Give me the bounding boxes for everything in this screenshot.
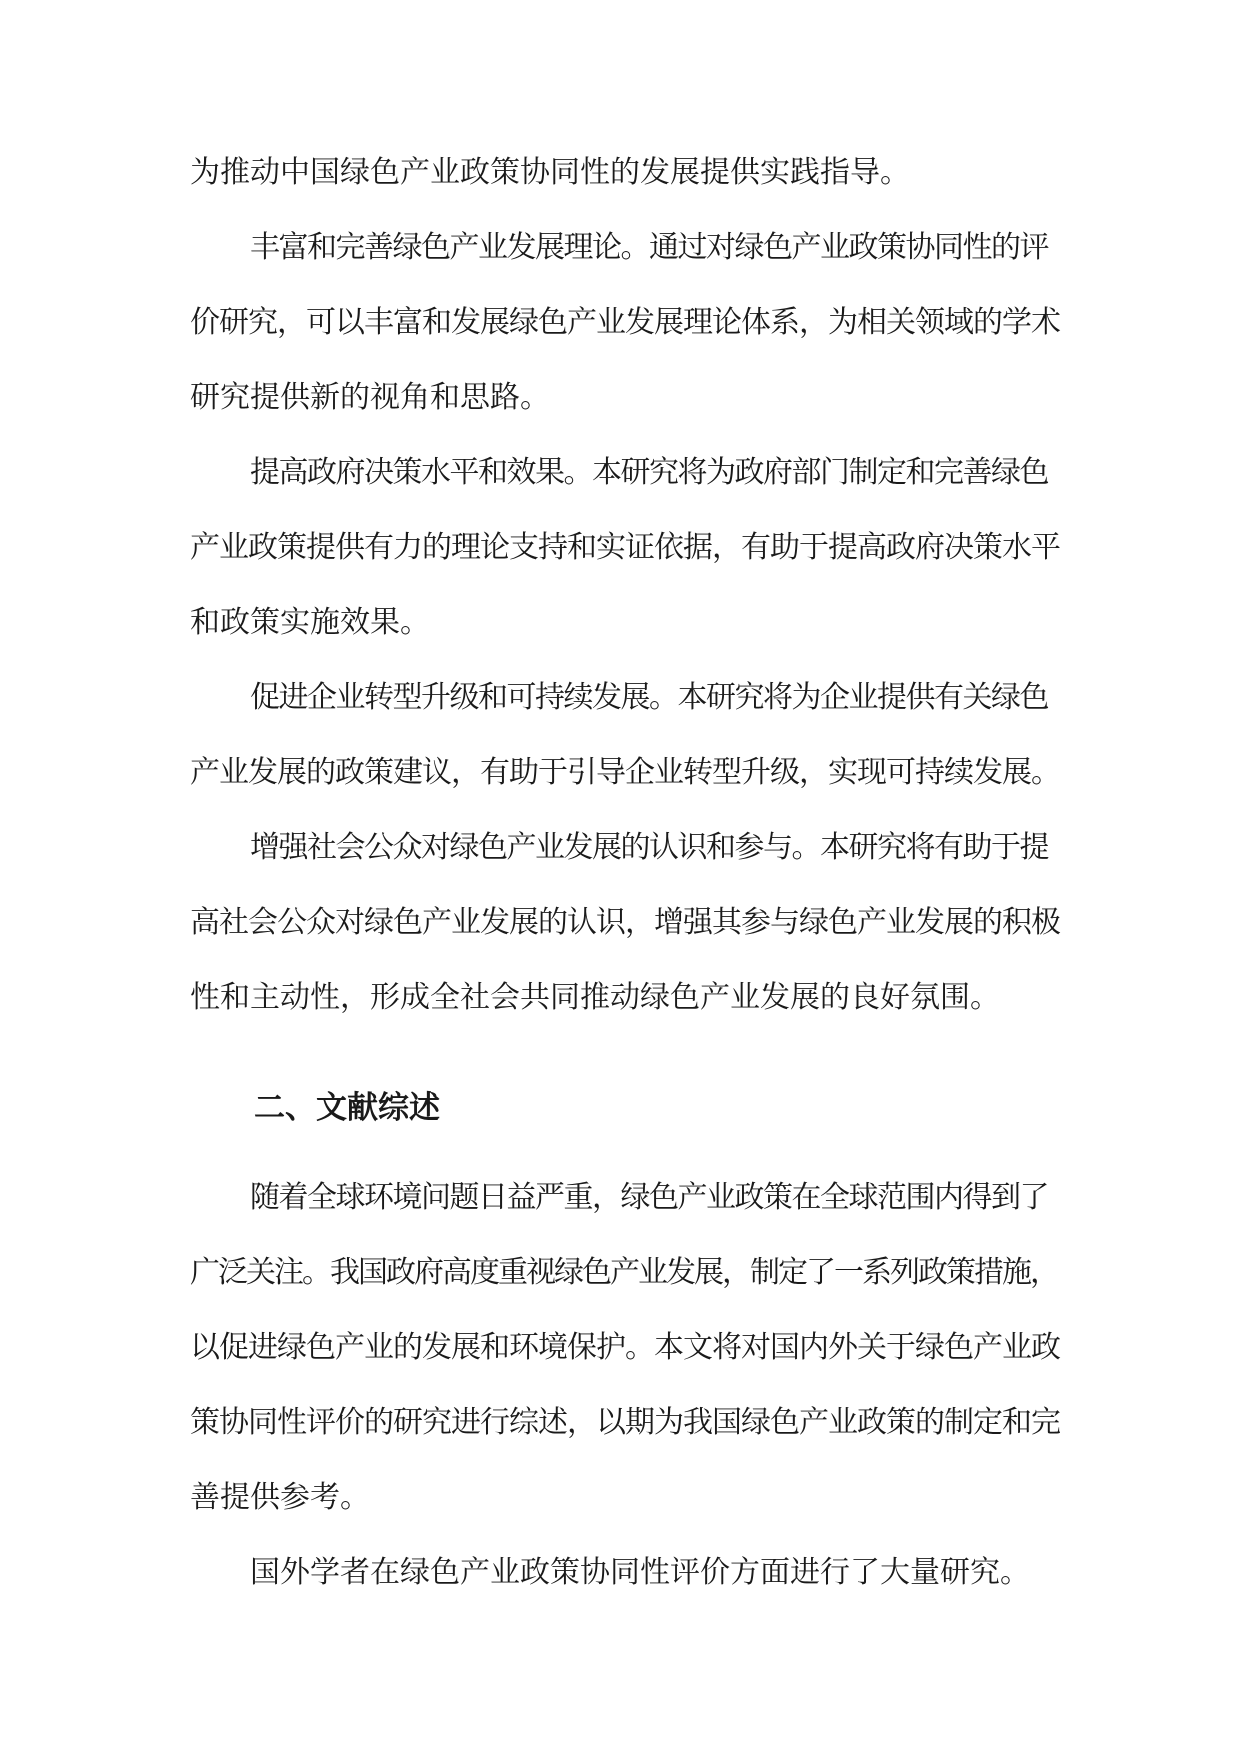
paragraph-line: 高社会公众对绿色产业发展的认识，增强其参与绿色产业发展的积极 — [190, 905, 1060, 940]
paragraph-line: 产业发展的政策建议，有助于引导企业转型升级，实现可持续发展。 — [190, 755, 1060, 790]
paragraph-line: 增强社会公众对绿色产业发展的认识和参与。本研究将有助于提 — [250, 830, 1048, 865]
section-heading: 二、文献综述 — [254, 1090, 440, 1126]
paragraph-line: 国外学者在绿色产业政策协同性评价方面进行了大量研究。 — [250, 1555, 1030, 1590]
paragraph-line: 广泛关注。我国政府高度重视绿色产业发展，制定了一系列政策措施， — [190, 1255, 1058, 1290]
paragraph-line: 提高政府决策水平和效果。本研究将为政府部门制定和完善绿色 — [250, 455, 1048, 490]
paragraph-line: 促进企业转型升级和可持续发展。本研究将为企业提供有关绿色 — [250, 680, 1048, 715]
paragraph-line: 随着全球环境问题日益严重，绿色产业政策在全球范围内得到了 — [250, 1180, 1048, 1215]
paragraph-line: 产业政策提供有力的理论支持和实证依据，有助于提高政府决策水平 — [190, 530, 1060, 565]
paragraph-line: 策协同性评价的研究进行综述，以期为我国绿色产业政策的制定和完 — [190, 1405, 1060, 1440]
paragraph-line: 以促进绿色产业的发展和环境保护。本文将对国内外关于绿色产业政 — [190, 1330, 1060, 1365]
paragraph-line: 价研究，可以丰富和发展绿色产业发展理论体系，为相关领域的学术 — [190, 305, 1060, 340]
paragraph-line: 为推动中国绿色产业政策协同性的发展提供实践指导。 — [190, 155, 910, 190]
paragraph-line: 丰富和完善绿色产业发展理论。通过对绿色产业政策协同性的评 — [250, 230, 1048, 265]
paragraph-line: 研究提供新的视角和思路。 — [190, 380, 550, 415]
paragraph-line: 善提供参考。 — [190, 1480, 370, 1515]
paragraph-line: 和政策实施效果。 — [190, 605, 430, 640]
paragraph-line: 性和主动性，形成全社会共同推动绿色产业发展的良好氛围。 — [190, 980, 1000, 1015]
